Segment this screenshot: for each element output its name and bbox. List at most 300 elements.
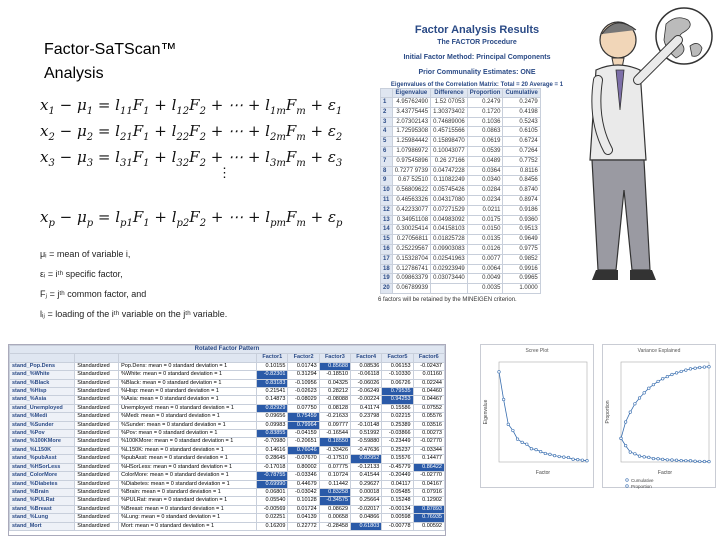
eig-cell: 0.4198 [503,107,540,117]
eig-cell: 0.02923949 [431,264,468,274]
rot-cell: -0.12133 [351,463,382,471]
legend-entry: Cumulative [631,478,654,483]
rotated-factor-pattern [8,344,446,536]
rot-cell: 0.04117 [382,480,413,488]
data-point [638,455,641,458]
rot-cell: Standardized [75,463,119,471]
eig-cell: 0.9852 [503,254,540,264]
rot-cell: stand_%Sunder [10,421,75,429]
rot-cell: %Asia: mean = 0 standard deviation = 1 [119,396,257,404]
rot-cell: %White: mean = 0 standard deviation = 1 [119,371,257,379]
eig-cell: 6 [381,146,393,156]
table-row [10,438,445,446]
data-point [708,365,711,368]
rot-cell: 0.25389 [382,421,413,429]
rot-cell: stand_%100KMore [10,438,75,446]
data-point [586,459,589,462]
eig-cell: 1.0000 [503,284,540,294]
eig-cell: 0.15328704 [392,254,430,264]
eig-cell: 0.8740 [503,186,540,196]
equation-row-3: $x_3 - \mu_3 = l_{31}F_1 + l_{32}F_2$ + ⋯ + $l_{3m}F_m + \varepsilon_3$ [40,148,343,169]
rot-cell: -0.78755 [257,472,288,480]
eig-cell: 0.0135 [467,235,503,245]
rot-cell: 0.08128 [319,404,350,412]
rot-cell: 0.15248 [382,497,413,505]
rot-cell: -0.18510 [319,371,350,379]
rot-cell: %Medi: mean = 0 standard deviation = 1 [119,413,257,421]
rotated-factor-table [9,345,445,531]
rot-cell: 0.31294 [288,371,319,379]
rot-cell: stand_Pop.Dens [10,362,75,370]
rot-cell: 0.14616 [257,446,288,454]
rot-cell: 0.05485 [382,488,413,496]
factor-model-equations [40,92,370,230]
rot-cell: 0.11442 [319,480,350,488]
rot-cell: stand_%Diabetes [10,480,75,488]
rot-cell: %PULRat: mean = 0 standard deviation = 1 [119,497,257,505]
eig-cell: 0.9965 [503,274,540,284]
eig-cell: 0.45715566 [431,127,468,137]
table-row [10,396,445,404]
rot-cell: 0.83183 [257,379,288,387]
data-point [512,429,515,432]
rot-cell: 0.06153 [382,362,413,370]
data-point [689,368,692,371]
data-point [661,377,664,380]
eig-cell: 1 [381,98,393,108]
results-prior: Prior Communality Estimates: ONE [418,69,536,76]
factor-analysis-results [378,22,576,334]
rot-cell: %Hisp: mean = 0 standard deviation = 1 [119,388,257,396]
x-axis-label: Factor [657,470,673,476]
eig-cell: 0.2479 [503,98,540,108]
rot-cell: Pop.Dens: mean = 0 standard deviation = 1 [119,362,257,370]
rot-cell: -0.33426 [319,446,350,454]
table-row [10,371,445,379]
eig-cell: 2 [381,107,393,117]
definition-epsilon: εᵢ = iᵗʰ specific factor, [40,269,123,279]
data-point [652,383,655,386]
eig-cell: 0.10043077 [431,146,468,156]
eig-cell: 0.26 27166 [431,156,468,166]
data-point [507,423,510,426]
eig-cell: 0.0126 [467,244,503,254]
legend-marker [626,479,629,482]
rot-cell: -0.21633 [319,413,350,421]
rot-cell: -0.70980 [257,438,288,446]
rot-cell: stand_%Black [10,379,75,387]
rot-cell: 0.00658 [319,514,350,522]
data-point [624,421,627,424]
rot-cell: 0.76046 [288,446,319,454]
eig-cell: 0.0340 [467,176,503,186]
rot-cell: stand_%Breast [10,505,75,513]
y-axis-label: Eigenvalue [483,399,489,425]
rot-header-cell: Factor6 [413,354,444,362]
data-point [657,457,660,460]
rot-cell: stand_%Pov [10,430,75,438]
table-row [10,505,445,513]
rot-cell: 0.29627 [351,480,382,488]
eig-row [381,274,541,284]
data-point [638,397,641,400]
rot-cell: 0.01724 [288,505,319,513]
eig-cell: 14 [381,225,393,235]
rot-cell: 0.07552 [413,404,444,412]
rot-cell: 0.06801 [257,488,288,496]
rot-cell: 0.10155 [257,362,288,370]
table-row [10,480,445,488]
rot-cell: Standardized [75,514,119,522]
rot-cell: 0.00598 [382,514,413,522]
eig-cell: 13 [381,215,393,225]
eig-cell: 0.1036 [467,117,503,127]
eig-row [381,186,541,196]
plot-area [621,362,709,462]
rot-cell: -0.02623 [288,388,319,396]
eig-cell: 0.0064 [467,264,503,274]
rot-cell: 0.12902 [413,497,444,505]
rot-cell: stand_%Medi [10,413,75,421]
rot-cell: 0.80002 [288,463,319,471]
rot-cell: Standardized [75,480,119,488]
rot-cell: -0.06118 [351,371,382,379]
table-row [10,472,445,480]
eig-row [381,127,541,137]
data-point [647,456,650,459]
rot-cell: stand_ColorMore [10,472,75,480]
eig-cell: 4.95762490 [392,98,430,108]
x-axis-label: Factor [535,470,551,476]
eig-row [381,166,541,176]
eig-cell: 1.07986972 [392,146,430,156]
table-row [10,455,445,463]
rot-cell: -0.06026 [351,379,382,387]
eig-cell: 2.07302143 [392,117,430,127]
rot-header-cell [75,354,119,362]
eig-cell: 0.04158103 [431,225,468,235]
rot-cell: 0.69990 [257,480,288,488]
data-point [703,460,706,463]
rot-cell: 0.09777 [319,421,350,429]
table-row [10,446,445,454]
rot-cell: 0.76935 [413,514,444,522]
rot-cell: Standardized [75,505,119,513]
rot-cell: stand_%Asia [10,396,75,404]
data-point [694,460,697,463]
eig-row [381,117,541,127]
rot-cell: %Pov: mean = 0 standard deviation = 1 [119,430,257,438]
table-row [10,404,445,412]
scree-title: Scree Plot [525,348,549,354]
rot-cell: 0.85688 [319,362,350,370]
definition-factor: Fⱼ = jᵗʰ common factor, and [40,289,147,299]
rot-cell: 0.02244 [413,379,444,387]
eig-cell: 0.07271529 [431,205,468,215]
rot-cell: 0.79535 [382,388,413,396]
slide-title: Factor-SaTScan™ Analysis [44,41,177,82]
results-footer: 6 factors will be retained by the MINEIGEN criterion. [378,296,517,303]
rot-cell: Standardized [75,522,119,530]
eig-cell: 0.9360 [503,215,540,225]
eig-cell: 0.0489 [467,156,503,166]
rot-cell: -0.10956 [288,379,319,387]
rot-cell: -0.10148 [351,421,382,429]
eig-cell: 0.02541963 [431,254,468,264]
rot-cell: Standardized [75,430,119,438]
rot-cell: 0.07916 [413,488,444,496]
table-row [10,463,445,471]
eig-cell: 1.52 07053 [431,98,468,108]
table-row [10,522,445,530]
rot-cell: 0.09983 [257,421,288,429]
eig-cell: 17 [381,254,393,264]
eig-cell: 0.8116 [503,166,540,176]
rot-cell: 0.28212 [319,388,350,396]
rot-cell: stand_%PULRat [10,497,75,505]
data-point [671,459,674,462]
table-row [10,421,445,429]
legend-entry: Proportion [631,484,652,489]
rot-cell: -0.28458 [319,522,350,530]
rot-cell: 0.25237 [382,446,413,454]
eig-cell: 0.34951108 [392,215,430,225]
rot-cell: 0.05576 [413,413,444,421]
data-point [708,460,711,463]
data-point [544,452,547,455]
vertical-ellipsis: ⋮ [218,166,231,181]
definition-loading: lᵢⱼ = loading of the iᵗʰ variable on the jᵗʰ variable. [40,309,228,319]
data-point [675,372,678,375]
table-row [10,514,445,522]
eig-cell: 0.0035 [467,284,503,294]
table-row [10,379,445,387]
data-point [525,443,528,446]
eig-cell: 0.7752 [503,156,540,166]
legend-marker [626,485,629,488]
eig-row [381,264,541,274]
eig-cell: 0.8974 [503,195,540,205]
rot-cell: -0.03042 [288,488,319,496]
eig-cell: 0.67 52510 [392,176,430,186]
results-title: Factor Analysis Results [414,24,540,36]
rot-header-cell: Factor4 [351,354,382,362]
eig-row [381,225,541,235]
rot-cell: 0.15586 [382,404,413,412]
rot-cell: 0.06726 [382,379,413,387]
data-point [576,458,579,461]
rot-header-cell: Factor5 [382,354,413,362]
eig-cell: 0.56809622 [392,186,430,196]
eig-cell: 5 [381,137,393,147]
rot-cell: %Lung: mean = 0 standard deviation = 1 [119,514,257,522]
eig-cell: 0.42233077 [392,205,430,215]
data-point [657,380,660,383]
rot-cell: stand_%pubAsst [10,455,75,463]
rot-cell: %HSorLess: mean = 0 standard deviation = 1 [119,463,257,471]
rot-header-cell: Factor3 [319,354,350,362]
eig-cell: 0.0619 [467,137,503,147]
eig-cell: 0.0211 [467,205,503,215]
rot-cell: -0.16544 [319,430,350,438]
eig-row [381,215,541,225]
rot-cell: 0.14477 [413,455,444,463]
data-point [530,447,533,450]
rot-cell: -0.00778 [382,522,413,530]
data-point [572,458,575,461]
eig-cell: 0.09863379 [392,274,430,284]
rot-cell: 0.04460 [413,388,444,396]
data-point [553,454,556,457]
rot-cell: 0.18550 [319,438,350,446]
equation-row-p: $x_p - \mu_p = l_{p1}F_1 + l_{p2}F_2$ + ⋯ + $l_{pm}F_m + \varepsilon_p$ [40,208,343,229]
rot-cell: 0.61803 [351,522,382,530]
varexp-title: Variance Explained [637,348,681,354]
rot-cell: -0.00224 [351,396,382,404]
rot-cell: 0.16209 [257,522,288,530]
eig-cell: 0.6724 [503,137,540,147]
eig-cell: 0.04983092 [431,215,468,225]
rot-header-cell: Factor1 [257,354,288,362]
rot-cell: Standardized [75,497,119,505]
rot-cell: Standardized [75,438,119,446]
eig-header-cell: Proportion [467,89,503,98]
data-point [558,455,561,458]
rot-cell: stand_%HSorLess [10,463,75,471]
data-point [498,371,501,374]
eig-cell: 0.46563326 [392,195,430,205]
eig-cell: 0.9186 [503,205,540,215]
eig-cell: 0.7277 9739 [392,166,430,176]
rot-cell: Standardized [75,446,119,454]
eig-cell: 0.9513 [503,225,540,235]
data-point [567,456,570,459]
rot-cell: 0.03516 [413,421,444,429]
scree-plot [480,344,594,488]
eig-cell: 4 [381,127,393,137]
rot-cell: %100KMore: mean = 0 standard deviation = 1 [119,438,257,446]
data-point [502,398,505,401]
rot-cell: 0.44679 [288,480,319,488]
rot-cell: %Sunder: mean = 0 standard deviation = 1 [119,421,257,429]
data-point [694,367,697,370]
rot-cell: stand_%L150K [10,446,75,454]
rot-cell: 0.08629 [319,505,350,513]
rot-cell: %Brain: mean = 0 standard deviation = 1 [119,488,257,496]
data-point [620,437,623,440]
rot-cell: 0.01743 [288,362,319,370]
rot-cell: Standardized [75,488,119,496]
variance-explained-plot [602,344,716,488]
rot-cell: 0.86422 [413,463,444,471]
rot-cell: 0.05540 [257,497,288,505]
eig-cell: 0.1720 [467,107,503,117]
data-point [698,366,701,369]
eig-row [381,195,541,205]
rot-cell: -0.10330 [382,371,413,379]
rot-cell: 0.04866 [351,514,382,522]
rot-cell: Standardized [75,388,119,396]
rot-cell: 0.04167 [413,480,444,488]
rot-cell: -0.08088 [319,396,350,404]
data-point [680,459,683,462]
results-method: Initial Factor Method: Principal Components [403,54,551,61]
variable-definitions [40,244,370,324]
definition-mu: μᵢ = mean of variable i, [40,249,131,259]
rot-cell: -0.82301 [257,371,288,379]
rot-cell: 0.83258 [319,488,350,496]
eig-header-cell [381,89,393,98]
eig-cell: 0.0539 [467,146,503,156]
rot-cell: 0.75459 [288,413,319,421]
rot-cell: 0.14873 [257,396,288,404]
rot-cell: 0.07775 [319,463,350,471]
eig-cell: 8 [381,166,393,176]
rot-header-cell [119,354,257,362]
rot-cell: 0.04139 [288,514,319,522]
eig-header-cell: Difference [431,89,468,98]
data-point [671,373,674,376]
eig-cell: 0.25229567 [392,244,430,254]
data-point [643,392,646,395]
eig-cell: 1.72595308 [392,127,430,137]
eig-cell: 0.30025414 [392,225,430,235]
rot-cell: Mort: mean = 0 standard deviation = 1 [119,522,257,530]
rot-cell: 0.04467 [413,396,444,404]
variance-chart [603,354,715,489]
rot-header-cell [10,354,75,362]
eig-cell: 0.09903083 [431,244,468,254]
equation-row-2: $x_2 - \mu_2 = l_{21}F_1 + l_{22}F_2$ + ⋯ + $l_{2m}F_m + \varepsilon_2$ [40,122,343,143]
data-point [634,453,637,456]
data-point [666,375,669,378]
eig-header-cell: Eigenvalue [392,89,430,98]
rot-cell: stand_Unemployed [10,404,75,412]
rot-cell: stand_Mort [10,522,75,530]
rot-cell: 0.22772 [288,522,319,530]
data-point [689,459,692,462]
data-point [629,451,632,454]
rot-cell: %Black: mean = 0 standard deviation = 1 [119,379,257,387]
data-point [634,403,637,406]
data-point [685,459,688,462]
rot-cell: -0.03866 [382,430,413,438]
eig-row [381,137,541,147]
results-procedure: The FACTOR Procedure [437,39,517,46]
rot-cell: -0.02017 [351,505,382,513]
data-point [703,366,706,369]
eig-cell: 0.9649 [503,235,540,245]
rot-cell: 0.82929 [257,404,288,412]
plot-area [499,362,587,462]
rot-cell: 0.83855 [257,430,288,438]
data-point [685,369,688,372]
eig-cell: 0.11082249 [431,176,468,186]
rot-cell: 0.02215 [382,413,413,421]
eig-cell: 15 [381,235,393,245]
eig-cell: 0.5243 [503,117,540,127]
data-point [563,456,566,459]
eig-cell: 0.0150 [467,225,503,235]
eig-header-cell: Cumulative [503,89,540,98]
eig-cell: 3 [381,117,393,127]
rot-cell: -0.00134 [382,505,413,513]
eig-cell: 0.0364 [467,166,503,176]
rot-cell: Standardized [75,379,119,387]
table-row [10,362,445,370]
rot-cell: Standardized [75,404,119,412]
eig-cell: 0.8456 [503,176,540,186]
